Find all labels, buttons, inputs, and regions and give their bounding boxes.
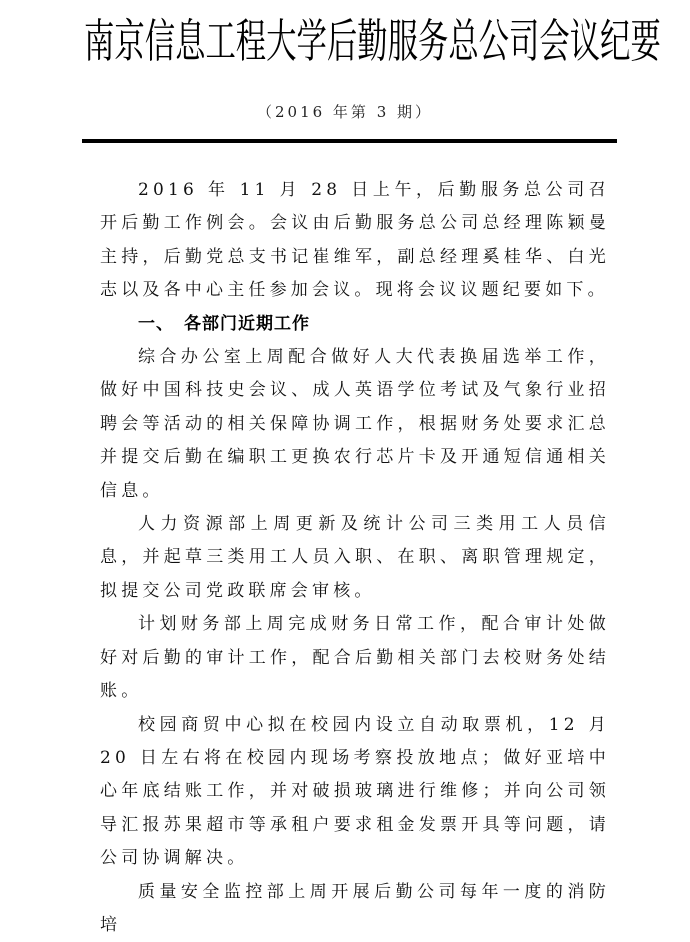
section-heading [100, 308, 610, 341]
title-divider [82, 139, 617, 143]
intro-paragraph: 2016 年 11 月 28 日上午，后勤服务总公司召开后勤工作例会。会议由后勤服务总公司总经理陈颖曼主持，后勤党总支书记崔维军，副总经理奚桂华、白光志以及各中心主任参加会议。现将会议议题纪要如下。 [100, 180, 610, 301]
paragraph-human-resources: 人力资源部上周更新及统计公司三类用工人员信息，并起草三类用工人员入职、在职、离职管理规定，拟提交公司党政联席会审核。 [100, 514, 610, 601]
document-title: 南京信息工程大学后勤服务总公司会议纪要 [84, 14, 661, 68]
section-heading-text: 各部门近期工作 [184, 313, 310, 334]
document-body [100, 174, 610, 942]
paragraph-finance: 计划财务部上周完成财务日常工作，配合审计处做好对后勤的审计工作，配合后勤相关部门去校财务处结账。 [100, 614, 610, 702]
paragraph-campus-commerce: 校园商贸中心拟在校园内设立自动取票机，12 月 20 日左右将在校园内现场考察投放地点；做好亚培中心年底结账工作，并对破损玻璃进行维修；并向公司领导汇报苏果超市等承租户要求租金发票开具等问题，请公司协调解决。 [100, 714, 610, 869]
paragraph-general-office: 综合办公室上周配合做好人大代表换届选举工作，做好中国科技史会议、成人英语学位考试及气象行业招聘会等活动的相关保障协调工作，根据财务处要求汇总并提交后勤在编职工更换农行芯片卡及开通短信通相关信息。 [100, 347, 610, 501]
section-number: 一、 [138, 313, 174, 334]
issue-number: （2016 年第 3 期） [256, 103, 434, 121]
paragraph-quality-safety: 质量安全监控部上周开展后勤公司每年一度的消防培 [100, 881, 610, 935]
